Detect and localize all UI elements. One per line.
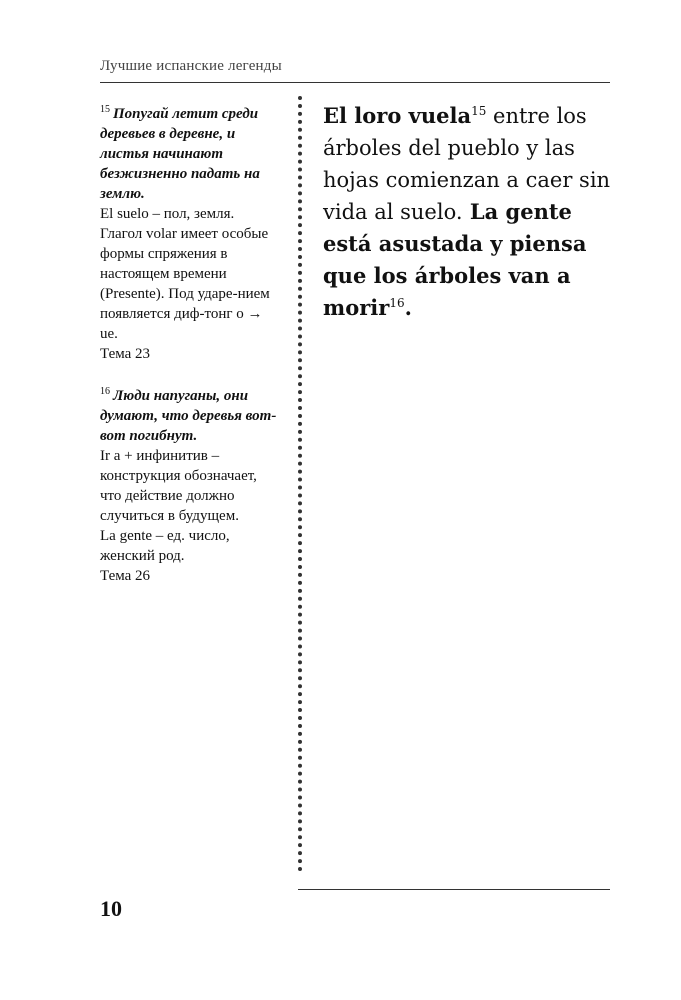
footnotes-column	[100, 104, 280, 608]
footnote-heading-text: Попугай летит среди деревьев в деревне, и листья начинают безжизненно падать на землю.	[100, 106, 260, 202]
footnote-heading-text: Люди напуганы, они думают, что деревья вот-вот погибнут.	[100, 388, 277, 444]
footnote-ref-15: 15	[471, 104, 487, 118]
header-rule	[100, 82, 610, 83]
main-text-period: .	[404, 295, 412, 320]
page-number: 10	[100, 896, 122, 921]
footnote-number: 15	[100, 104, 110, 115]
footnote-heading	[100, 104, 280, 204]
main-text-bold: La gente está asustada y piensa que los árboles van a morir	[323, 199, 587, 320]
footnote-15	[100, 104, 280, 364]
footnote-body: Ir a + инфинитив – конструкция обозначает, что действие должно случиться в будущем. La gente – ед. число, женский род. Тема 26	[100, 448, 257, 584]
dotted-column-divider	[298, 96, 302, 872]
bottom-rule	[298, 889, 610, 890]
main-paragraph	[323, 100, 613, 324]
footnote-heading	[100, 386, 280, 446]
footnote-body: El suelo – пол, земля. Глагол volar имеет особые формы спряжения в настоящем времени (Presente). Под ударе-нием появляется диф-тонг o → ue. Тема 23	[100, 206, 270, 362]
main-text-regular: entre los árboles del pueblo y las hojas comienzan a caer sin vida al suelo.	[323, 104, 611, 224]
footnote-16	[100, 386, 280, 586]
footnote-ref-16: 16	[389, 296, 405, 310]
footnote-number: 16	[100, 386, 110, 397]
main-text-bold: El loro vuela	[323, 103, 472, 128]
running-head: Лучшие испанские легенды	[100, 58, 282, 74]
